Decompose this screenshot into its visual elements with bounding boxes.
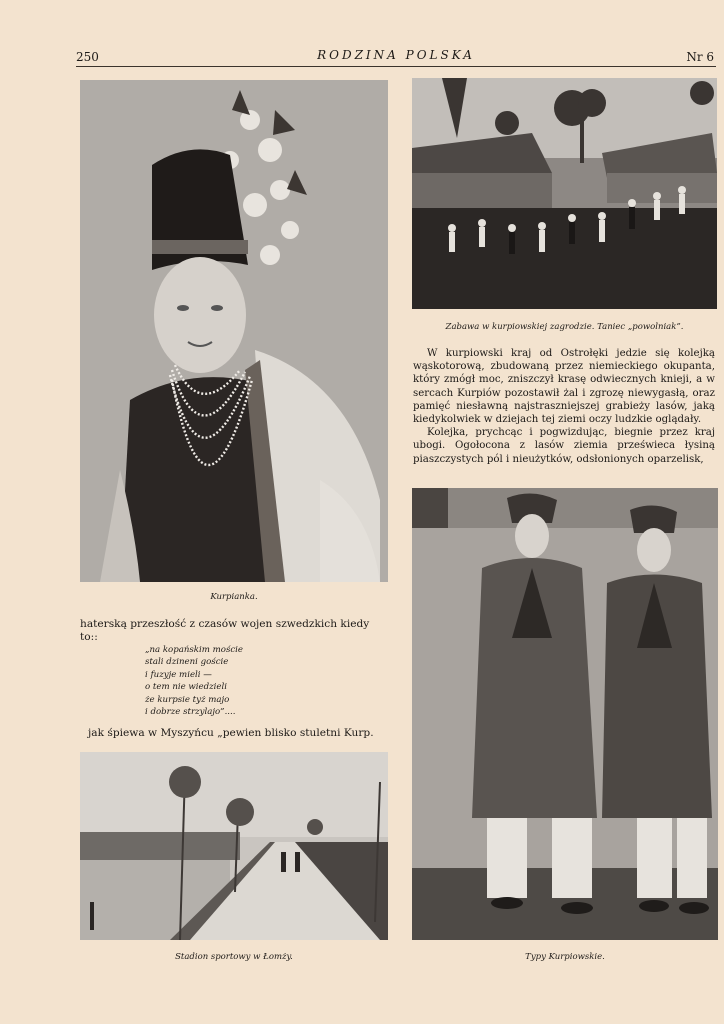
poem-line: i fuzyje mieli — — [145, 669, 212, 680]
header-rule — [76, 66, 716, 67]
article-paragraph: W kurpiowski kraj od Ostrołęki jedzie się kolejką wąskotorową, zbudowaną przez niemieckiego okupanta, który zmógł moc, zniszczył krasę odwiecznych knieji, a w sercach Kurpiów pozostawił żal i zgrozę niewygasłą, oraz pamięć niesławną najstraszniejszej grabieży lasów, jaką kiedykolwiek w dziejach tej ziemi oczy ludzkie oglądały. — [413, 348, 715, 426]
dance-photo — [412, 78, 717, 309]
poem-line: o tem nie wiedzieli — [145, 682, 227, 693]
page-number: 250 — [76, 50, 99, 64]
article-column-right — [413, 347, 715, 466]
lead-in-text: haterską przeszłość z czasów wojen szwedzkich kiedy to:: — [80, 618, 370, 644]
stadium-caption: Stadion sportowy w Łomży. — [175, 952, 293, 962]
men-caption: Typy Kurpiowskie. — [525, 952, 605, 962]
poem-line: że kurpsie tyż majo — [145, 694, 230, 705]
dance-caption: Zabawa w kurpiowskiej zagrodzie. Taniec „powolniak”. — [445, 322, 684, 332]
page-header — [76, 48, 716, 70]
portrait-photo — [80, 80, 388, 582]
portrait-caption: Kurpianka. — [210, 592, 258, 602]
issue-number: Nr 6 — [686, 50, 714, 64]
men-photo — [412, 488, 718, 940]
stadium-photo — [80, 752, 388, 940]
magazine-title: RODZINA POLSKA — [317, 48, 475, 62]
poem-line: „na kopańskim moście — [145, 645, 244, 655]
after-poem-text: jak śpiewa w Myszyńcu „pewien blisko stuletni Kurp. — [88, 727, 374, 739]
poem-line: stali dzineni goście — [145, 657, 229, 668]
poem-line: i dobrze strzylajo”.... — [145, 707, 236, 718]
article-paragraph: Kolejka, prychcąc i pogwizdując, biegnie przez kraj ubogi. Ogołocona z lasów ziemia prześwieca łysiną piaszczystych pól i nieużytków, odsłonionych oparzelisk, — [413, 427, 715, 465]
folk-song-quote — [145, 644, 243, 718]
